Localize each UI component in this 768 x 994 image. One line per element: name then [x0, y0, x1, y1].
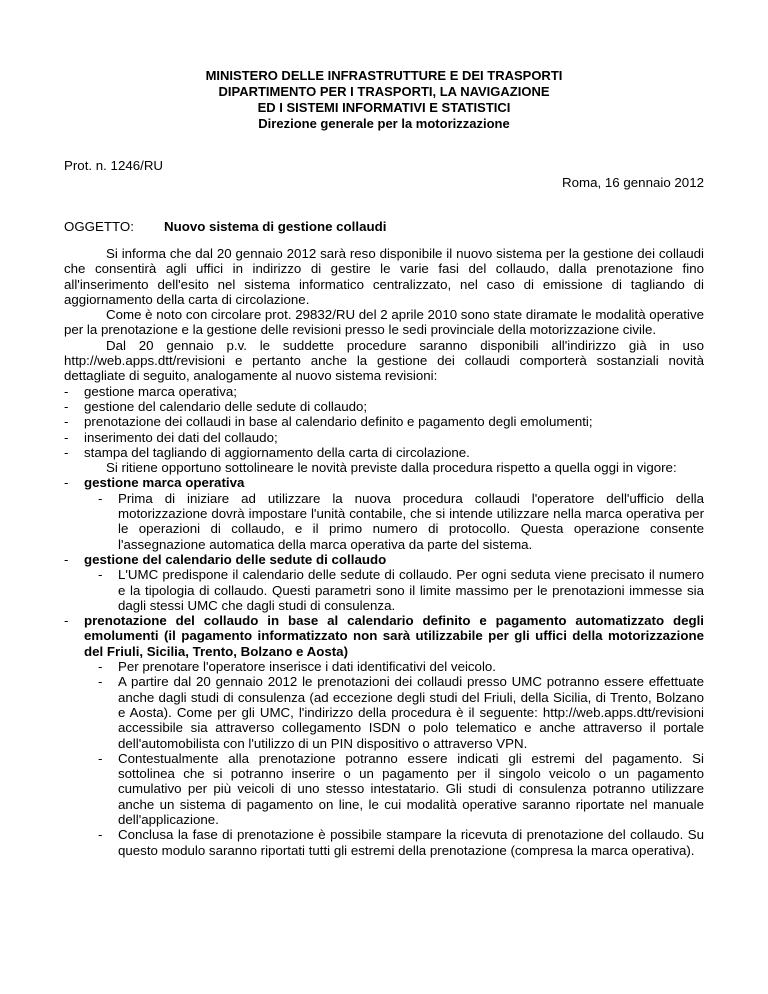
section-item: - Conclusa la fase di prenotazione è possibile stampare la ricevuta di prenotazione del collaudo. Su questo modulo saranno riportati tutti gli estremi della prenotazione (compresa la marca operativa). — [98, 827, 704, 858]
list-item: - prenotazione dei collaudi in base al calendario definito e pagamento degli emolumenti; — [64, 414, 593, 430]
section-heading: - prenotazione del collaudo in base al calendario definito e pagamento automatizzato degli emolumenti (il pagamento informatizzato non sarà utilizzabile per gli uffici della motorizzazione del Friuli, Sicilia, Trento, Bolzano e Aosta) — [64, 613, 704, 659]
protocol-number: Prot. n. 1246/RU — [64, 158, 164, 173]
list-item: - gestione marca operativa; — [64, 383, 237, 399]
paragraph-3: Dal 20 gennaio p.v. le suddette procedure saranno disponibili all'indirizzo già in uso http://web.apps.dtt/revisioni e pertanto anche la gestione dei collaudi comporterà sostanziali novità dettagliate di seguito, analogamente al nuovo sistema revisioni: — [64, 337, 704, 384]
subject-title: Nuovo sistema di gestione collaudi — [164, 219, 387, 234]
department-name-cont: ED I SISTEMI INFORMATIVI E STATISTICI — [257, 100, 511, 115]
letterhead — [0, 68, 768, 132]
subject-line — [64, 219, 386, 235]
list-item: - stampa del tagliando di aggiornamento della carta di circolazione. — [64, 444, 470, 460]
section-item: - Per prenotare l'operatore inserisce i dati identificativi del veicolo. — [98, 659, 497, 675]
paragraph-1: Si informa che dal 20 gennaio 2012 sarà reso disponibile il nuovo sistema per la gestione dei collaudi che consentirà agli uffici in indirizzo di gestire le varie fasi del collaudo, dalla prenotazione fino all'inserimento dell'esito nel sistema informatico centralizzato, nel caso di emissione di tagliando di aggiornamento della carta di circolazione. — [64, 246, 704, 307]
paragraph-2: Come è noto con circolare prot. 29832/RU del 2 aprile 2010 sono state diramate le modalità operative per la prenotazione e la gestione delle revisioni presso le sedi provinciale della motorizzazione civile. — [64, 307, 704, 338]
subject-label: OGGETTO: — [64, 219, 134, 234]
section-item: - Prima di iniziare ad utilizzare la nuova procedura collaudi l'operatore dell'ufficio della motorizzazione dovrà impostare l'unità contabile, che si intende utilizzare nella marca operativa per le operazioni di collaudo, e il primo numero di protocollo. Questa operazione consente l'assegnazione automatica della marca operativa da parte del sistema. — [98, 490, 704, 552]
paragraph-4: Si ritiene opportuno sottolineare le novità previste dalla procedura rispetto a quella oggi in vigore: — [106, 460, 677, 476]
letter-body — [64, 246, 704, 858]
list-item: - inserimento dei dati del collaudo; — [64, 429, 278, 445]
section-heading: - gestione del calendario delle sedute di collaudo — [64, 551, 387, 567]
summary-list — [64, 384, 704, 460]
department-name: DIPARTIMENTO PER I TRASPORTI, LA NAVIGAZIONE — [218, 84, 550, 99]
section-item: - A partire dal 20 gennaio 2012 le prenotazioni dei collaudi presso UMC potranno essere effettuate anche dagli studi di consulenza (ad eccezione degli studi del Friuli, della Sicilia, di Trento, Bolzano e Aosta). Come per gli UMC, l'indirizzo della procedura è il seguente: http://web.apps.dtt/revisioni accessibile sia attraverso collegamento ISDN o polo telematico e anche attraverso il portale dell'automobilista con l'utilizzo di un PIN dispositivo o attraverso VPN. — [98, 674, 704, 751]
ministry-name: MINISTERO DELLE INFRASTRUTTURE E DEI TRASPORTI — [205, 68, 563, 83]
section-heading: - gestione marca operativa — [64, 475, 245, 491]
section-item: - L'UMC predispone il calendario delle sedute di collaudo. Per ogni seduta viene precisato il numero e la tipologia di collaudo. Questi parametri sono il limite massimo per le prenotazioni immesse sia dagli stessi UMC che dagli studi di consulenza. — [98, 567, 704, 613]
list-item: - gestione del calendario delle sedute di collaudo; — [64, 398, 368, 414]
letter-date: Roma, 16 gennaio 2012 — [562, 175, 704, 190]
directorate-name: Direzione generale per la motorizzazione — [258, 116, 510, 131]
section-item: - Contestualmente alla prenotazione potranno essere indicati gli estremi del pagamento. Si sottolinea che si potranno inserire o un pagamento per il singolo veicolo o un pagamento cumulativo per più veicoli di uno stesso intestatario. Gli studi di consulenza potranno utilizzare anche un sistema di pagamento on line, le cui modalità operative saranno riportate nel manuale dell'applicazione. — [98, 750, 704, 827]
